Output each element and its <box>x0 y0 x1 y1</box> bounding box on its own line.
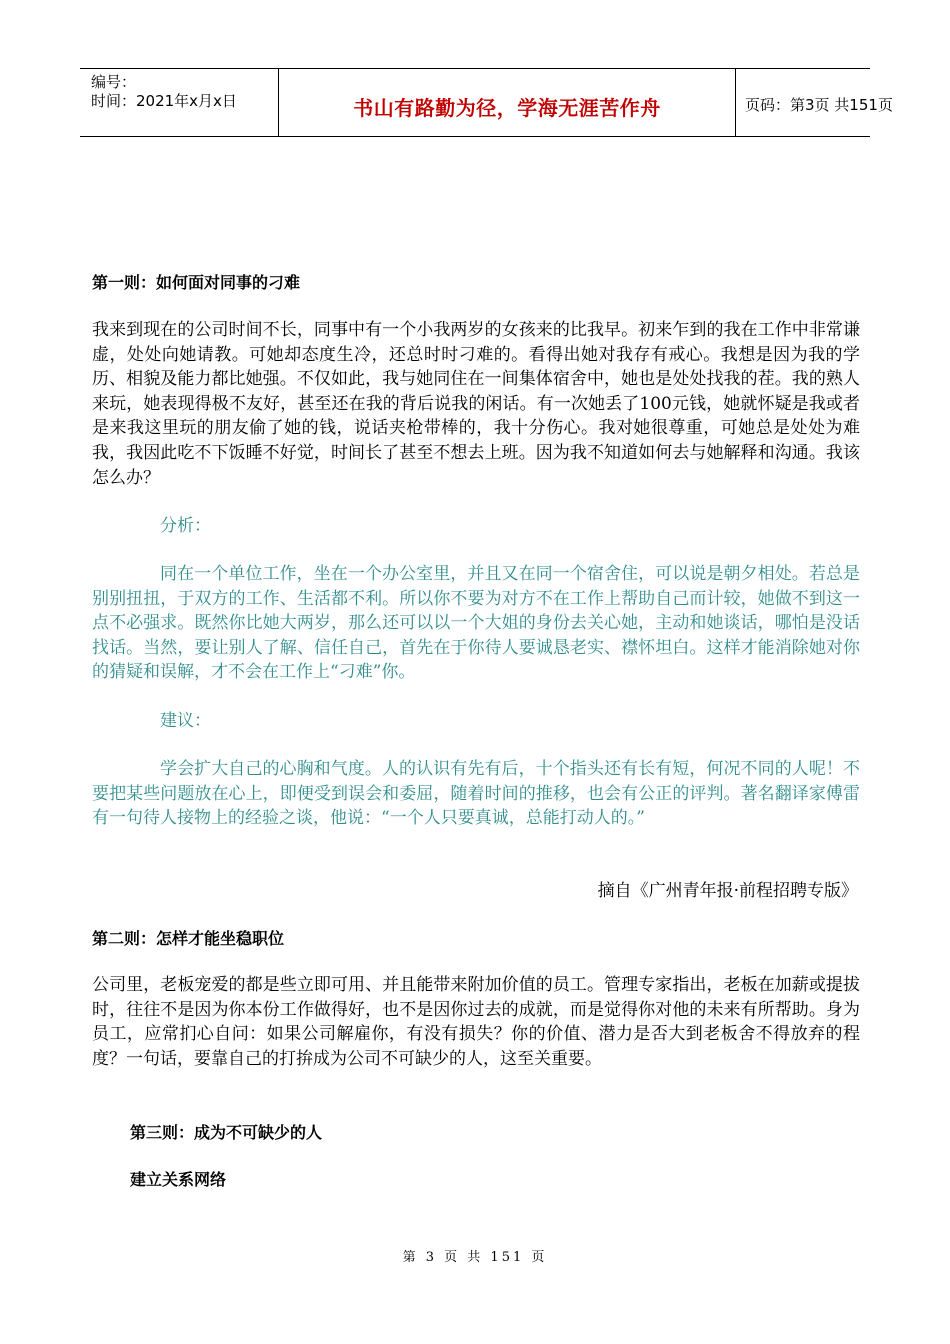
page-info: 页码：第3页 共151页 <box>745 96 893 114</box>
section-3-subtitle: 建立关系网络 <box>130 1170 227 1189</box>
header-motto-cell <box>278 69 736 136</box>
header-meta-cell <box>80 69 278 136</box>
analysis-label: 分析： <box>160 516 211 536</box>
advice-text: 学会扩大自己的心胸和气度。人的认识有先有后，十个指头还有长有短，何况不同的人呢！不要把某些问题放在心上，即便受到误会和委屈，随着时间的推移，也会有公正的评判。著名翻译家傅雷有一句待人接物上的经验之谈，他说：“一个人只要真诚，总能打动人的。” <box>92 759 860 829</box>
motto: 书山有路勤为径，学海无涯苦作舟 <box>353 96 661 120</box>
page-header <box>80 68 893 137</box>
document-number: 编号： <box>91 73 137 91</box>
source-citation: 摘自《广州青年报·前程招聘专版》 <box>597 881 858 901</box>
section-2-body: 公司里，老板宠爱的都是些立即可用、并且能带来附加价值的员工。管理专家指出，老板在加薪或提拔时，往往不是因为你本份工作做得好，也不是因你过去的成就，而是觉得你对他的未来有所帮助。身为员工，应常扪心自问：如果公司解雇你，有没有损失？你的价值、潜力是否大到老板舍不得放弃的程度？一句话，要靠自己的打拚成为公司不可缺少的人，这至关重要。 <box>92 975 860 1069</box>
page-footer: 第 3 页 共 151 页 <box>402 1250 548 1265</box>
analysis-text: 同在一个单位工作，坐在一个办公室里，并且又在同一个宿舍住，可以说是朝夕相处。若总是别别扭扭，于双方的工作、生活都不利。所以你不要为对方不在工作上帮助自己而计较，她做不到这一点不必强求。既然你比她大两岁，那么还可以以一个大姐的身份去关心她，主动和她谈话，哪怕是没话找话。当然，要让别人了解、信任自己，首先在于你待人要诚恳老实、襟怀坦白。这样才能消除她对你的猜疑和误解，才不会在工作上“刁难”你。 <box>92 564 860 683</box>
section-1-body: 我来到现在的公司时间不长，同事中有一个小我两岁的女孩来的比我早。初来乍到的我在工作中非常谦虚，处处向她请教。可她却态度生冷，还总时时刁难的。看得出她对我存有戒心。我想是因为我的学历、相貌及能力都比她强。不仅如此，我与她同住在一间集体宿舍中，她也是处处找我的茬。我的熟人来玩，她表现得极不友好，甚至还在我的背后说我的闲话。有一次她丢了100元钱，她就怀疑是我或者是来我这里玩的朋友偷了她的钱，说话夹枪带棒的，我十分伤心。我对她很尊重，可她总是处处为难我，我因此吃不下饭睡不好觉，时间长了甚至不想去上班。因为我不知道如何去与她解释和沟通。我该怎么办？ <box>92 320 860 488</box>
section-1-title: 第一则：如何面对同事的刁难 <box>92 273 301 292</box>
document-time: 时间：2021年x月x日 <box>91 92 237 110</box>
header-page-cell <box>735 69 893 136</box>
section-3-title: 第三则：成为不可缺少的人 <box>130 1123 323 1142</box>
section-2-title: 第二则：怎样才能坐稳职位 <box>92 929 285 948</box>
advice-label: 建议： <box>160 711 211 731</box>
